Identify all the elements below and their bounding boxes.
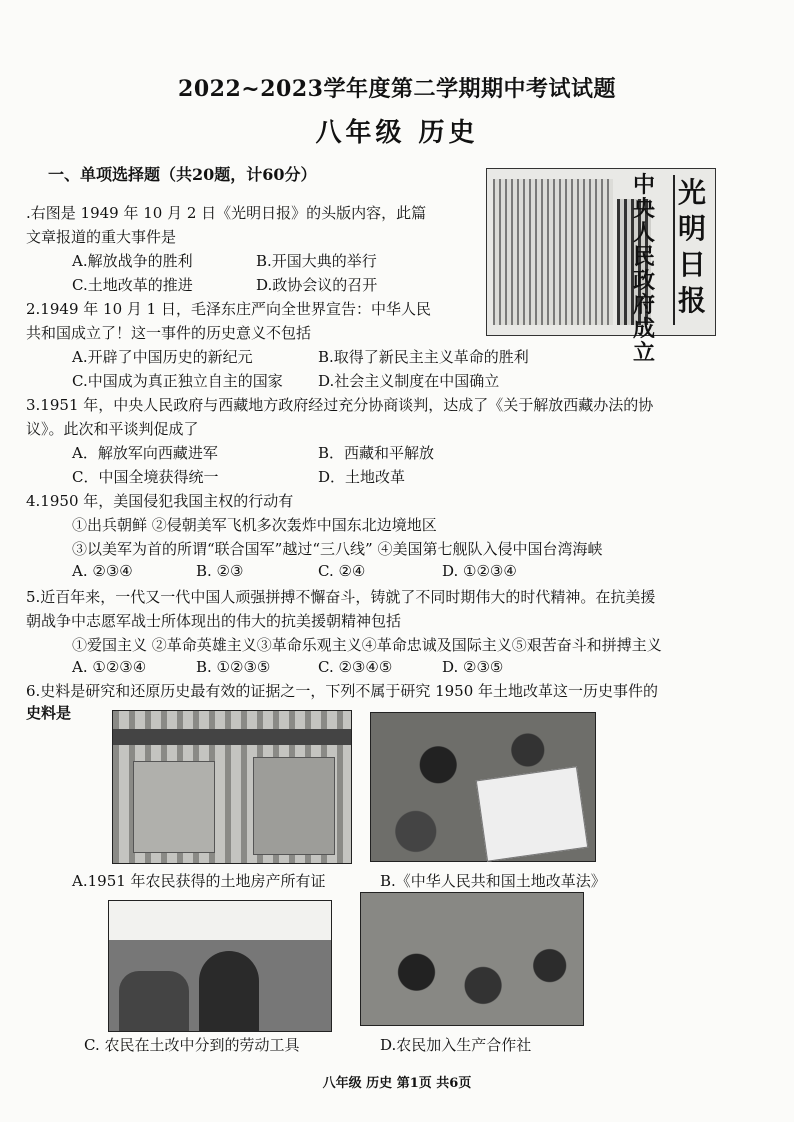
question-1-text: 文章报道的重大事件是: [26, 228, 177, 246]
question-1-option-d: D.政协会议的召开: [256, 276, 378, 294]
question-2-text: 共和国成立了！这一事件的历史意义不包括: [26, 324, 312, 342]
land-certificate-photo: [112, 710, 352, 864]
question-5-text: 5.近百年来，一代又一代中国人顽强拼搏不懈奋斗，铸就了不同时期伟大的时代精神。在抗美援: [26, 588, 656, 606]
question-4-text: ①出兵朝鲜 ②侵朝美军飞机多次轰炸中国东北边境地区: [72, 516, 437, 534]
newspaper-masthead: 光明日报: [673, 175, 709, 325]
question-4-option-b: B. ②③: [196, 562, 244, 580]
exam-subtitle: 八年级 历史: [315, 118, 479, 148]
question-3-option-b: B．西藏和平解放: [318, 444, 435, 462]
question-2-option-b: B.取得了新民主主义革命的胜利: [318, 348, 529, 366]
question-6-option-c: C. 农民在土改中分到的劳动工具: [84, 1036, 300, 1054]
land-reform-law-photo: [370, 712, 596, 862]
question-1-text: .右图是 1949 年 10 月 2 日《光明日报》的头版内容，此篇: [26, 204, 427, 222]
page-footer: 八年级 历史 第1页 共6页: [322, 1076, 472, 1091]
exam-title: 2022~2023学年度第二学期期中考试试题: [178, 76, 616, 102]
question-6-option-b: B.《中华人民共和国土地改革法》: [380, 872, 606, 890]
question-5-option-a: A. ①②③④: [72, 658, 147, 676]
certificate-header-band: [113, 729, 351, 745]
certificate-panel: [253, 757, 335, 855]
question-2-option-d: D.社会主义制度在中国确立: [318, 372, 500, 390]
question-5-option-c: C. ②③④⑤: [318, 658, 393, 676]
question-5-option-d: D. ②③⑤: [442, 658, 504, 676]
farmer-figure: [199, 951, 259, 1031]
newspaper-photo: [486, 168, 716, 366]
question-1-option-c: C.土地改革的推进: [72, 276, 193, 294]
newspaper-headline: 中央人民政府成立: [632, 172, 655, 366]
animal-figure: [119, 971, 189, 1031]
question-3-option-a: A．解放军向西藏进军: [72, 444, 218, 462]
question-4-option-d: D. ①②③④: [442, 562, 517, 580]
question-1-option-a: A.解放战争的胜利: [72, 252, 193, 270]
newspaper-text-columns: [493, 179, 613, 325]
section-heading: 一、单项选择题（共20题，计60分）: [48, 165, 317, 184]
question-4-option-c: C. ②④: [318, 562, 366, 580]
question-6-text: 史料是: [26, 704, 72, 722]
question-3-text: 3.1951 年，中央人民政府与西藏地方政府经过充分协商谈判，达成了《关于解放西藏办法的协: [26, 396, 654, 414]
question-4-text: 4.1950 年，美国侵犯我国主权的行动有: [26, 492, 294, 510]
question-3-text: 议》。此次和平谈判促成了: [26, 420, 199, 438]
question-5-option-b: B. ①②③⑤: [196, 658, 271, 676]
question-6-option-a: A.1951 年农民获得的土地房产所有证: [72, 872, 326, 890]
question-4-text: ③以美军为首的所谓“联合国军”越过“三八线” ④美国第七舰队入侵中国台湾海峡: [72, 540, 603, 558]
question-2-option-c: C.中国成为真正独立自主的国家: [72, 372, 283, 390]
question-4-option-a: A. ②③④: [72, 562, 133, 580]
cooperative-photo: [360, 892, 584, 1026]
question-6-text: 6.史料是研究和还原历史最有效的证据之一，下列不属于研究 1950 年土地改革这一历史事件的: [26, 682, 659, 700]
question-3-option-c: C．中国全境获得统一: [72, 468, 219, 486]
question-5-text: 朝战争中志愿军战士所体现出的伟大的抗美援朝精神包括: [26, 612, 402, 630]
question-2-text: 2.1949 年 10 月 1 日，毛泽东庄严向全世界宣告：中华人民: [26, 300, 431, 318]
question-3-option-d: D．土地改革: [318, 468, 406, 486]
question-6-option-d: D.农民加入生产合作社: [380, 1036, 532, 1054]
question-1-option-b: B.开国大典的举行: [256, 252, 377, 270]
law-document: [476, 766, 588, 861]
question-5-text: ①爱国主义 ②革命英雄主义③革命乐观主义④革命忠诚及国际主义⑤艰苦奋斗和拼搏主义: [72, 636, 662, 654]
certificate-panel: [133, 761, 215, 853]
farm-tools-photo: [108, 900, 332, 1032]
question-2-option-a: A.开辟了中国历史的新纪元: [72, 348, 253, 366]
